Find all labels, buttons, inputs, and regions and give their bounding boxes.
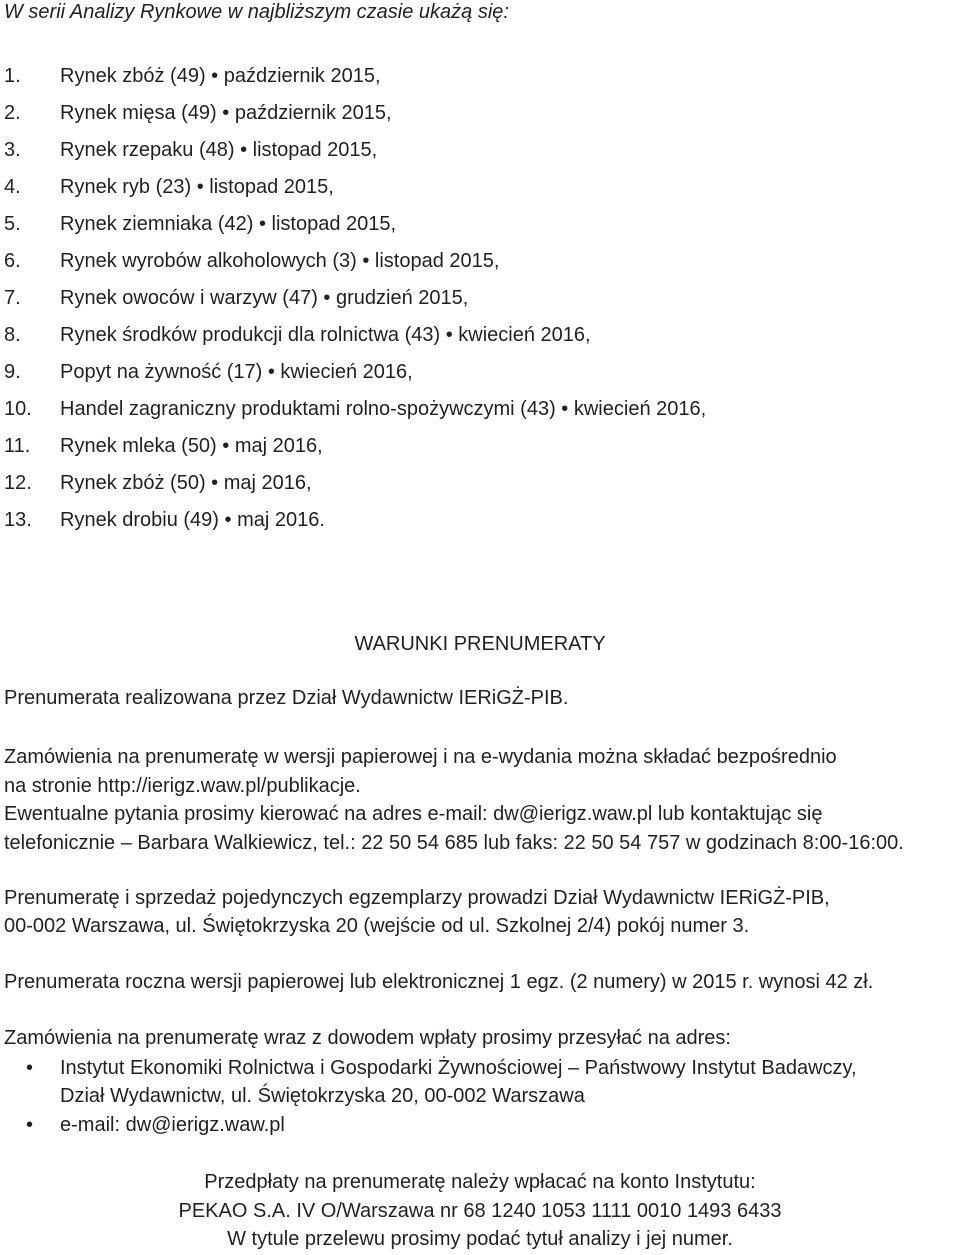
list-number: 6.	[4, 250, 21, 272]
list-number: 13.	[4, 509, 32, 531]
subscription-title: WARUNKI PRENUMERATY	[354, 633, 606, 655]
list-text: Popyt na żywność (17) • kwiecień 2016,	[60, 361, 413, 383]
list-item	[4, 286, 706, 323]
address-line: Dział Wydawnictw, ul. Świętokrzyska 20, 00-002 Warszawa	[60, 1085, 585, 1107]
address-intro: Zamówienia na prenumeratę wraz z dowodem wpłaty prosimy przesyłać na adres:	[4, 1027, 731, 1049]
series-list	[4, 64, 706, 545]
list-text: Rynek środków produkcji dla rolnictwa (43) • kwiecień 2016,	[60, 324, 591, 346]
list-text: Rynek owoców i warzyw (47) • grudzień 2015,	[60, 287, 469, 309]
list-item	[4, 323, 706, 360]
list-item	[4, 138, 706, 175]
payment-line-1: Przedpłaty na prenumeratę należy wpłacać na konto Instytutu:	[204, 1171, 756, 1193]
list-item	[4, 397, 706, 434]
subscription-realized-by: Prenumerata realizowana przez Dział Wydawnictw IERiGŻ-PIB.	[4, 687, 569, 709]
list-item	[4, 64, 706, 101]
series-intro: W serii Analizy Rynkowe w najbliższym czasie ukażą się:	[4, 1, 509, 23]
orders-line-1: Zamówienia na prenumeratę w wersji papierowej i na e-wydania można składać bezpośrednio	[4, 746, 837, 768]
list-number: 5.	[4, 213, 21, 235]
list-item	[4, 360, 706, 397]
list-number: 11.	[4, 435, 31, 457]
orders-line-2: na stronie http://ierigz.waw.pl/publikacje.	[4, 775, 361, 797]
questions-line-1: Ewentualne pytania prosimy kierować na adres e-mail: dw@ierigz.waw.pl lub kontaktując się	[4, 803, 823, 825]
list-item	[4, 175, 706, 212]
questions-line-2: telefonicznie – Barbara Walkiewicz, tel.: 22 50 54 685 lub faks: 22 50 54 757 w godzinach 8:00-16:00.	[4, 832, 904, 854]
payment-line-3: W tytule przelewu prosimy podać tytuł analizy i jej numer.	[227, 1228, 733, 1250]
list-text: Rynek ryb (23) • listopad 2015,	[60, 176, 334, 198]
payment-line-2: PEKAO S.A. IV O/Warszawa nr 68 1240 1053 1111 0010 1493 6433	[178, 1200, 782, 1222]
bullet-icon: •	[26, 1114, 34, 1136]
list-number: 3.	[4, 139, 21, 161]
list-number: 12.	[4, 472, 32, 494]
list-number: 8.	[4, 324, 21, 346]
list-text: Rynek rzepaku (48) • listopad 2015,	[60, 139, 378, 161]
list-text: Rynek wyrobów alkoholowych (3) • listopad 2015,	[60, 250, 500, 272]
list-text: Rynek drobiu (49) • maj 2016.	[60, 509, 325, 531]
sales-line-2: 00-002 Warszawa, ul. Świętokrzyska 20 (wejście od ul. Szkolnej 2/4) pokój numer 3.	[4, 915, 750, 937]
list-item	[4, 212, 706, 249]
list-text: Rynek zbóż (50) • maj 2016,	[60, 472, 312, 494]
list-item	[4, 471, 706, 508]
list-text: Rynek ziemniaka (42) • listopad 2015,	[60, 213, 397, 235]
sales-line-1: Prenumeratę i sprzedaż pojedynczych egzemplarzy prowadzi Dział Wydawnictw IERiGŻ-PIB,	[4, 887, 830, 909]
list-item	[4, 434, 706, 471]
address-line: Instytut Ekonomiki Rolnictwa i Gospodarki Żywnościowej – Państwowy Instytut Badawczy,	[60, 1057, 857, 1079]
list-number: 4.	[4, 176, 21, 198]
list-number: 9.	[4, 361, 21, 383]
list-number: 10.	[4, 398, 32, 420]
annual-price: Prenumerata roczna wersji papierowej lub elektronicznej 1 egz. (2 numery) w 2015 r. wynosi 42 zł.	[4, 971, 874, 993]
list-number: 7.	[4, 287, 21, 309]
bullet-icon: •	[26, 1057, 34, 1079]
list-item	[4, 508, 706, 545]
list-item	[4, 101, 706, 138]
list-text: Rynek zbóż (49) • październik 2015,	[60, 65, 381, 87]
list-item	[4, 249, 706, 286]
list-number: 2.	[4, 102, 21, 124]
list-text: Handel zagraniczny produktami rolno-spożywczymi (43) • kwiecień 2016,	[60, 398, 707, 420]
list-text: Rynek mleka (50) • maj 2016,	[60, 435, 323, 457]
list-number: 1.	[4, 65, 21, 87]
list-text: Rynek mięsa (49) • październik 2015,	[60, 102, 392, 124]
email-address: e-mail: dw@ierigz.waw.pl	[60, 1114, 285, 1136]
